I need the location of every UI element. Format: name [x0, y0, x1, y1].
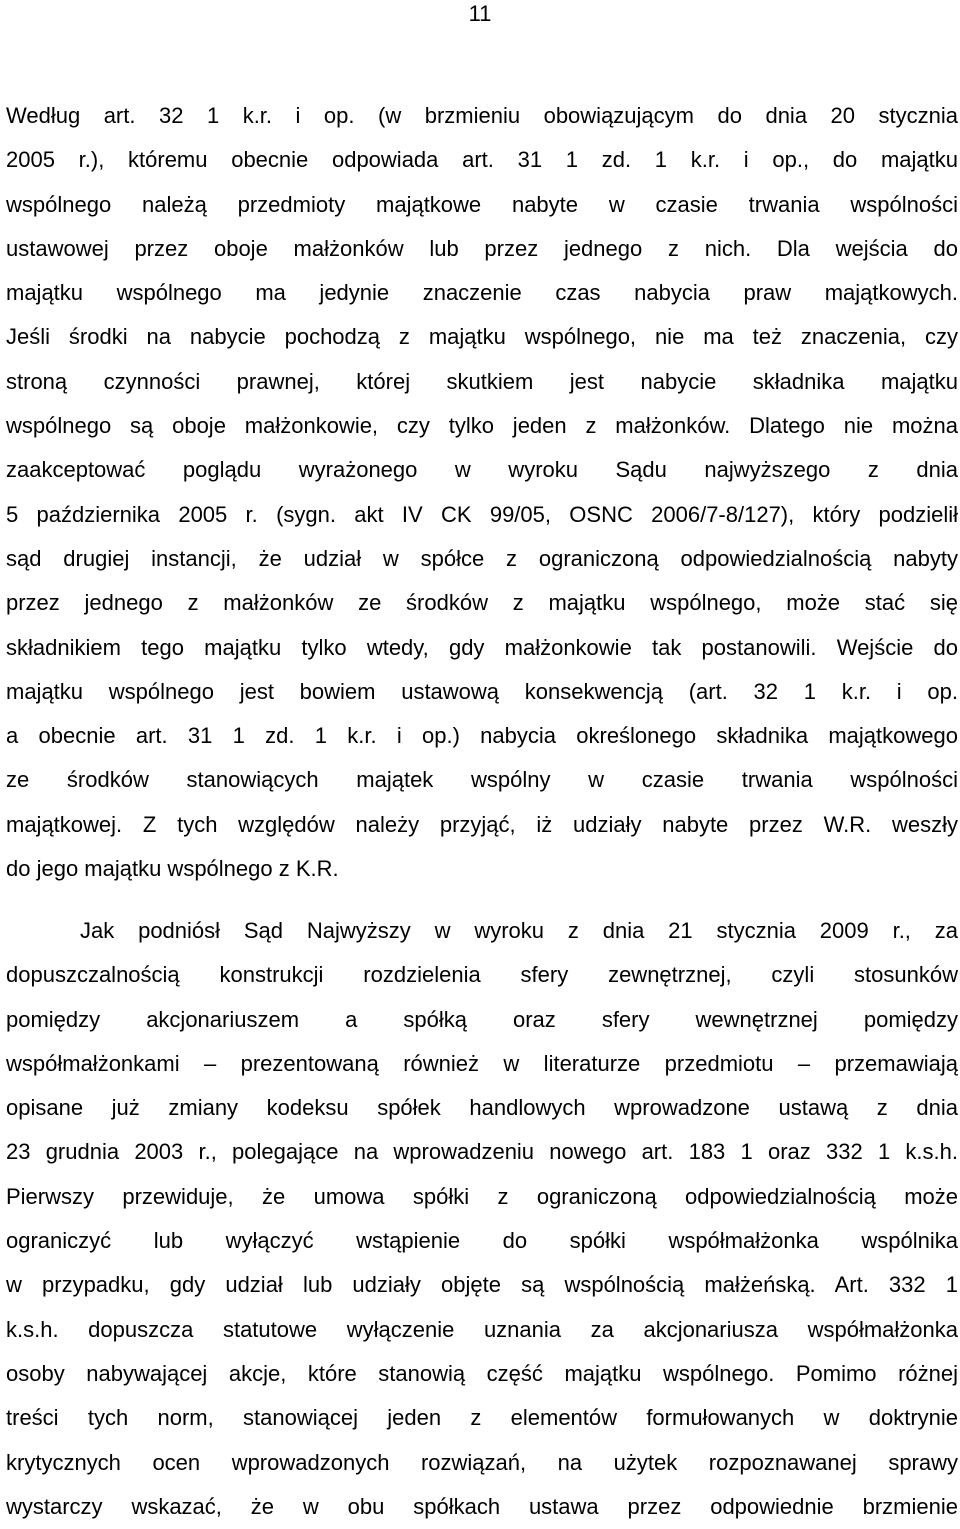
text-line: k.s.h. dopuszcza statutowe wyłączenie uznania za akcjonariusza współmałżonka: [6, 1316, 958, 1342]
text-line: majątku wspólnego ma jedynie znaczenie czas nabycia praw majątkowych.: [6, 280, 958, 306]
text-line: wspólnego są oboje małżonkowie, czy tylko jeden z małżonków. Dlatego nie można: [6, 413, 958, 439]
text-line: wspólnego należą przedmioty majątkowe nabyte w czasie trwania wspólności: [6, 191, 958, 217]
text-line: pomiędzy akcjonariuszem a spółką oraz sfery wewnętrznej pomiędzy: [6, 1006, 958, 1032]
text-line: a obecnie art. 31 1 zd. 1 k.r. i op.) nabycia określonego składnika majątkowego: [6, 723, 958, 749]
text-line: współmałżonkami – prezentowaną również w literaturze przedmiotu – przemawiają: [6, 1050, 958, 1076]
text-line: w przypadku, gdy udział lub udziały objęte są wspólnością małżeńską. Art. 332 1: [6, 1272, 958, 1298]
text-line: do jego majątku wspólnego z K.R.: [6, 856, 339, 882]
text-line: ograniczyć lub wyłączyć wstąpienie do spółki współmałżonka wspólnika: [6, 1228, 958, 1254]
text-line: ze środków stanowiących majątek wspólny w czasie trwania wspólności: [6, 767, 958, 793]
text-line: opisane już zmiany kodeksu spółek handlowych wprowadzone ustawą z dnia: [6, 1095, 958, 1121]
text-line: dopuszczalnością konstrukcji rozdzielenia sfery zewnętrznej, czyli stosunków: [6, 962, 958, 988]
text-line: ustawowej przez oboje małżonków lub przez jednego z nich. Dla wejścia do: [6, 235, 958, 261]
text-line: sąd drugiej instancji, że udział w spółce z ograniczoną odpowiedzialnością nabyty: [6, 545, 958, 571]
text-line: osoby nabywającej akcje, które stanowią część majątku wspólnego. Pomimo różnej: [6, 1360, 958, 1386]
text-line: 5 października 2005 r. (sygn. akt IV CK 99/05, OSNC 2006/7-8/127), który podzielił: [6, 501, 958, 527]
text-line: Pierwszy przewiduje, że umowa spółki z ograniczoną odpowiedzialnością może: [6, 1183, 958, 1209]
text-line: 23 grudnia 2003 r., polegające na wprowadzeniu nowego art. 183 1 oraz 332 1 k.s.h.: [6, 1139, 958, 1165]
page-number: 11: [468, 1, 492, 26]
text-line: stroną czynności prawnej, której skutkiem jest nabycie składnika majątku: [6, 368, 958, 394]
text-line: majątku wspólnego jest bowiem ustawową konsekwencją (art. 32 1 k.r. i op.: [6, 678, 958, 704]
text-line: wystarczy wskazać, że w obu spółkach ustawa przez odpowiednie brzmienie: [6, 1493, 958, 1519]
text-line: majątkowej. Z tych względów należy przyjąć, iż udziały nabyte przez W.R. weszły: [6, 811, 958, 837]
text-line: składnikiem tego majątku tylko wtedy, gdy małżonkowie tak postanowili. Wejście do: [6, 634, 958, 660]
text-line: treści tych norm, stanowiącej jeden z elementów formułowanych w doktrynie: [6, 1405, 958, 1431]
paragraph-2: [6, 909, 958, 1529]
paragraph-1: [6, 94, 958, 891]
text-line: krytycznych ocen wprowadzonych rozwiązań, na użytek rozpoznawanej sprawy: [6, 1449, 958, 1475]
text-line: Jak podniósł Sąd Najwyższy w wyroku z dnia 21 stycznia 2009 r., za: [80, 918, 958, 943]
text-line: przez jednego z małżonków ze środków z majątku wspólnego, może stać się: [6, 590, 958, 616]
text-line: zaakceptować poglądu wyrażonego w wyroku Sądu najwyższego z dnia: [6, 457, 958, 483]
text-line: Według art. 32 1 k.r. i op. (w brzmieniu obowiązującym do dnia 20 stycznia: [6, 103, 958, 128]
text-line: Jeśli środki na nabycie pochodzą z majątku wspólnego, nie ma też znaczenia, czy: [6, 324, 958, 350]
text-line: 2005 r.), któremu obecnie odpowiada art. 31 1 zd. 1 k.r. i op., do majątku: [6, 147, 958, 173]
